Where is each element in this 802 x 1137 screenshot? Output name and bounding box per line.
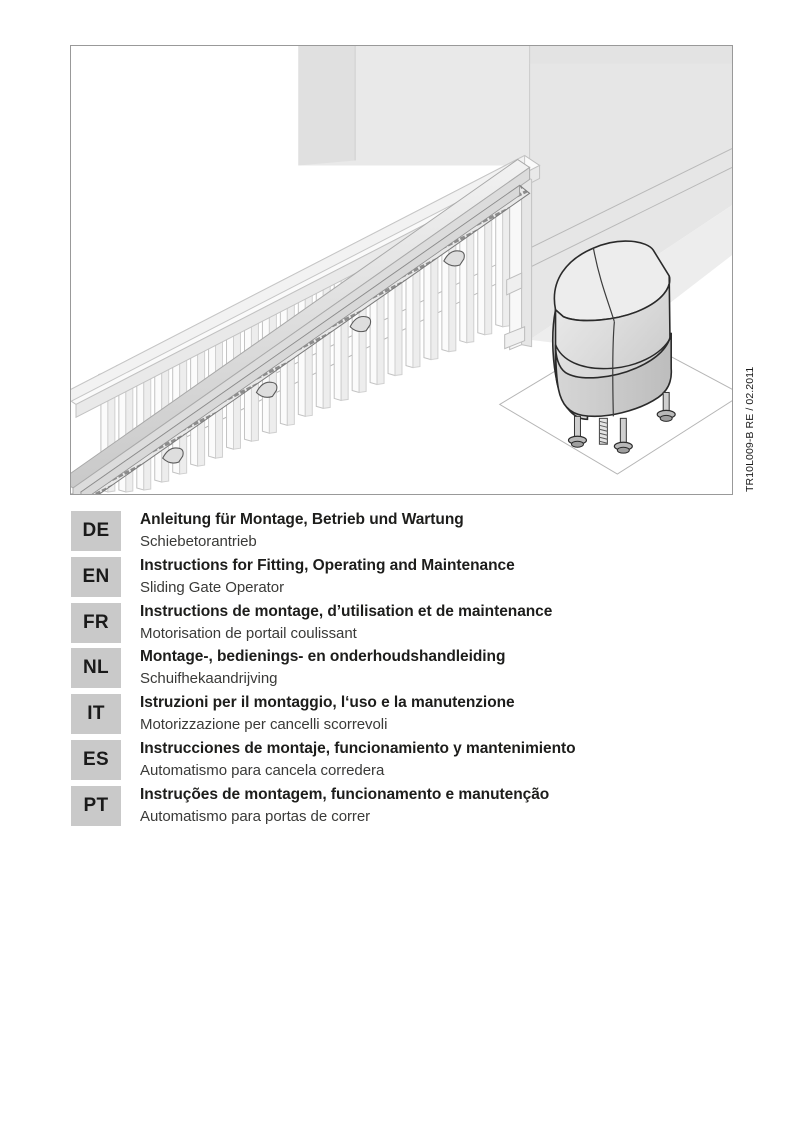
language-title: Instructions de montage, d’utilisation et de maintenance xyxy=(140,602,553,620)
language-text-fr xyxy=(140,600,740,645)
language-code-label: ES xyxy=(83,748,109,770)
language-code-label: NL xyxy=(83,657,109,679)
illustration-frame xyxy=(70,45,733,495)
language-code-label: DE xyxy=(82,520,110,541)
language-subtitle: Schuifhekaandrijving xyxy=(140,670,278,688)
language-row-de xyxy=(70,509,750,555)
language-text-es xyxy=(140,737,740,782)
language-code-label: PT xyxy=(83,794,109,816)
language-subtitle: Automatismo para cancela corredera xyxy=(140,761,385,779)
sliding-gate-operator-illustration xyxy=(71,46,732,494)
language-text-pt xyxy=(140,783,740,828)
language-code-label: EN xyxy=(82,565,110,587)
language-title: Anleitung für Montage, Betrieb und Wartung xyxy=(140,511,464,528)
language-subtitle: Automatismo para portas de correr xyxy=(140,807,371,825)
language-text-nl xyxy=(140,645,740,690)
language-row-fr xyxy=(70,601,750,647)
language-text-de xyxy=(140,508,740,553)
language-subtitle: Motorisation de portail coulissant xyxy=(140,624,357,642)
language-row-es xyxy=(70,738,750,784)
language-code-badge-en xyxy=(71,557,121,597)
language-title: Instructions for Fitting, Operating and Maintenance xyxy=(140,556,515,574)
language-code-badge-nl xyxy=(71,648,121,688)
language-subtitle: Motorizzazione per cancelli scorrevoli xyxy=(140,716,388,734)
language-title: Instruções de montagem, funcionamento e manutenção xyxy=(140,785,550,803)
document-code: TR10L009-B RE / 02.2011 xyxy=(744,366,756,492)
language-title: Instrucciones de montaje, funcionamiento y mantenimiento xyxy=(140,739,576,757)
language-code-badge-fr xyxy=(71,603,121,643)
language-row-pt xyxy=(70,784,750,830)
gate-operator-housing xyxy=(553,241,672,419)
language-title: Montage-, bedienings- en onderhoudshandleiding xyxy=(140,648,506,666)
language-text-en xyxy=(140,554,740,599)
language-row-nl xyxy=(70,646,750,692)
language-text-it xyxy=(140,691,740,736)
language-title: Istruzioni per il montaggio, l‘uso e la manutenzione xyxy=(140,694,515,712)
language-code-badge-pt xyxy=(71,786,121,826)
language-code-badge-de xyxy=(71,511,121,551)
language-row-en xyxy=(70,555,750,601)
language-code-badge-it xyxy=(71,694,121,734)
language-code-label: FR xyxy=(83,611,109,633)
language-row-it xyxy=(70,692,750,738)
language-subtitle: Schiebetorantrieb xyxy=(140,533,257,550)
language-code-badge-es xyxy=(71,740,121,780)
language-list xyxy=(70,509,750,830)
language-code-label: IT xyxy=(87,703,105,725)
language-subtitle: Sliding Gate Operator xyxy=(140,578,285,596)
